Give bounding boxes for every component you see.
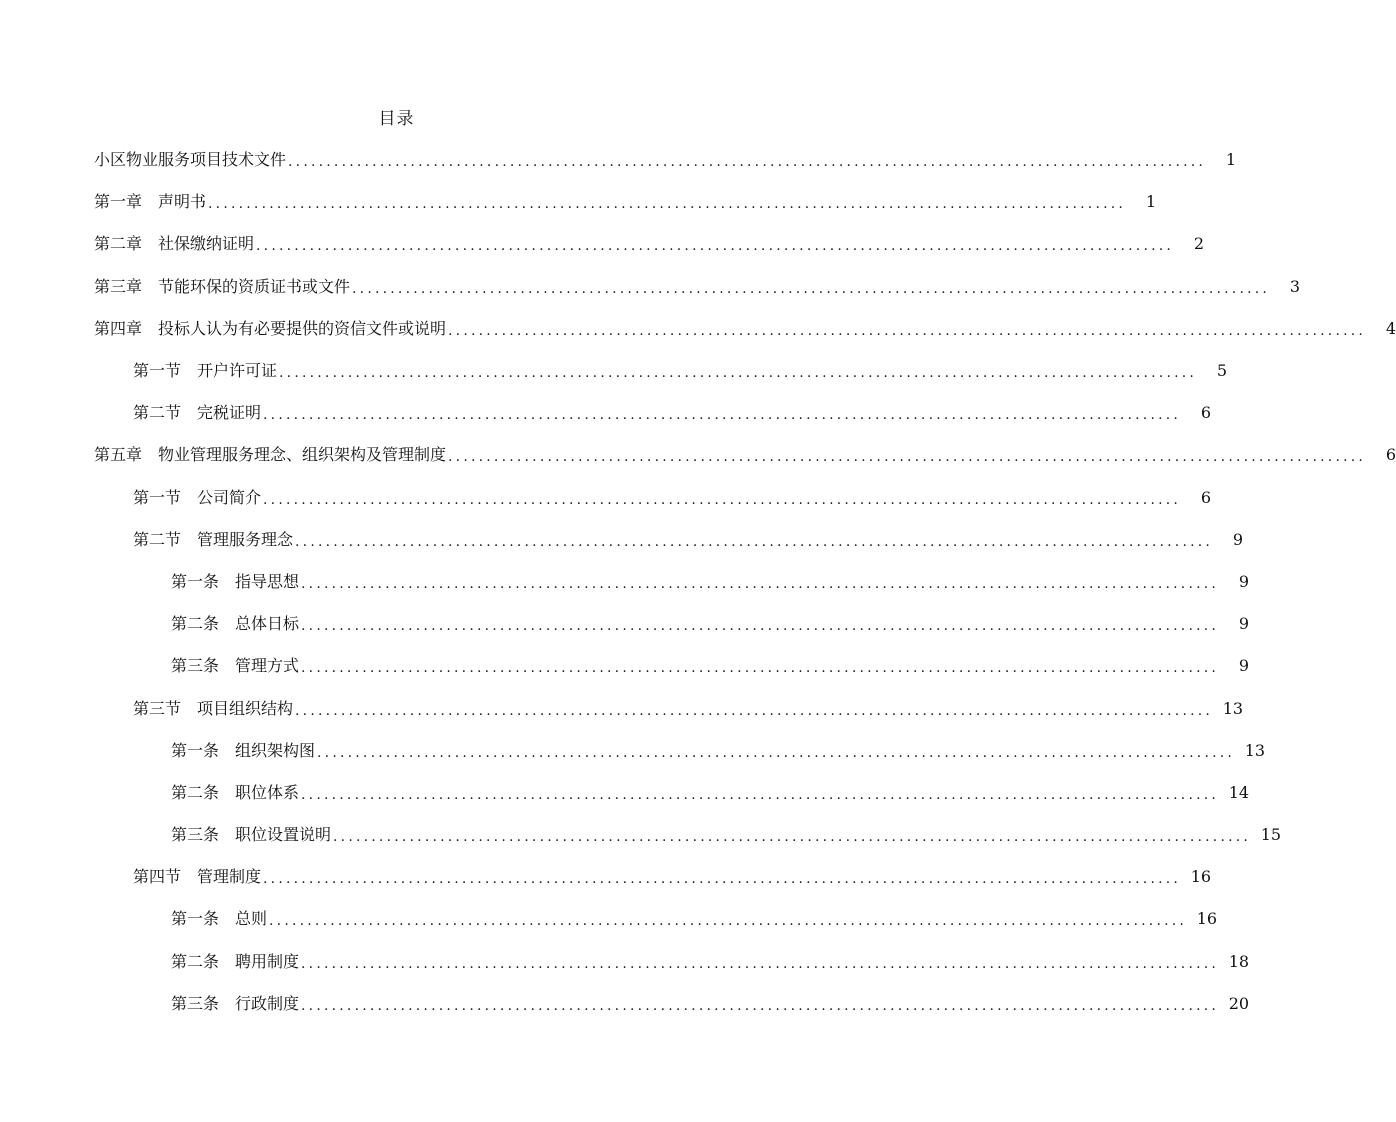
toc-dot-leader: ........................................................................................................................ [301, 997, 1220, 1014]
toc-dot-leader: ........................................................................................................................ [263, 871, 1182, 888]
toc-entry[interactable] [0, 561, 1250, 603]
toc-entry-label: 第二节 完税证明 [133, 403, 262, 423]
toc-entry-label: 第三条 管理方式 [171, 656, 300, 676]
toc-entry[interactable] [0, 772, 1250, 814]
toc-entry-page-number: 2 [1193, 234, 1205, 254]
toc-entry-page-number: 6 [1200, 403, 1212, 423]
toc-entry-label: 第一章 声明书 [94, 192, 207, 212]
toc-entry[interactable] [0, 308, 1396, 350]
toc-entry-page-number: 3 [1289, 276, 1301, 296]
toc-dot-leader: ........................................................................................................................ [317, 744, 1236, 761]
toc-entry-label: 第三章 节能环保的资质证书或文件 [94, 276, 351, 296]
toc-dot-leader: ........................................................................................................................ [333, 829, 1252, 846]
toc-entry-label: 第二条 聘用制度 [171, 951, 300, 971]
toc-entry[interactable] [0, 266, 1301, 308]
toc-entry[interactable] [0, 181, 1157, 223]
toc-entry-page-number: 18 [1228, 951, 1250, 971]
toc-dot-leader: ........................................................................................................................ [301, 955, 1220, 972]
toc-entry-page-number: 15 [1260, 825, 1282, 845]
toc-entry-label: 第二条 总体日标 [171, 614, 300, 634]
toc-entry-page-number: 9 [1238, 571, 1250, 591]
toc-entry-page-number: 1 [1145, 192, 1157, 212]
toc-entry-page-number: 14 [1228, 782, 1250, 802]
toc-entry[interactable] [0, 898, 1218, 940]
toc-dot-leader: ........................................................................................................................ [279, 365, 1198, 382]
toc-entry-label: 第一条 指导思想 [171, 571, 300, 591]
toc-entry[interactable] [0, 392, 1212, 434]
toc-entry-page-number: 5 [1216, 361, 1228, 381]
toc-entry[interactable] [0, 223, 1205, 265]
toc-dot-leader: ........................................................................................................................ [256, 238, 1175, 255]
toc-entry[interactable] [0, 730, 1266, 772]
toc-entry-label: 第三节 项目组织结构 [133, 698, 294, 718]
toc-entry-page-number: 16 [1190, 867, 1212, 887]
toc-entry-label: 第一节 公司简介 [133, 487, 262, 507]
toc-entry-label: 第四节 管理制度 [133, 867, 262, 887]
toc-entry[interactable] [0, 856, 1212, 898]
toc-dot-leader: ........................................................................................................................ [301, 575, 1220, 592]
toc-entry-label: 第一条 组织架构图 [171, 740, 316, 760]
toc-entry-page-number: 9 [1238, 614, 1250, 634]
toc-entry-page-number: 6 [1385, 445, 1396, 465]
toc-entry[interactable] [0, 477, 1212, 519]
toc-entry[interactable] [0, 645, 1250, 687]
toc-entry-page-number: 13 [1222, 698, 1244, 718]
toc-entry-page-number: 9 [1238, 656, 1250, 676]
toc-entry-label: 第二条 职位体系 [171, 782, 300, 802]
toc-entry-page-number: 6 [1200, 487, 1212, 507]
toc-entry-page-number: 1 [1225, 150, 1237, 170]
toc-entry-label: 第二章 社保缴纳证明 [94, 234, 255, 254]
toc-entry-label: 第一节 开户许可证 [133, 361, 278, 381]
toc-entry[interactable] [0, 603, 1250, 645]
toc-entry-label: 第三条 职位设置说明 [171, 825, 332, 845]
toc-dot-leader: ........................................................................................................................ [301, 786, 1220, 803]
toc-entry-page-number: 20 [1228, 993, 1250, 1013]
toc-entry-page-number: 9 [1232, 529, 1244, 549]
toc-entry[interactable] [0, 941, 1250, 983]
toc-entry-page-number: 4 [1385, 318, 1396, 338]
toc-entry[interactable] [0, 434, 1396, 476]
toc-dot-leader: ........................................................................................................................ [448, 322, 1367, 339]
toc-entry-label: 第一条 总则 [171, 909, 268, 929]
toc-entry[interactable] [0, 814, 1282, 856]
toc-dot-leader: ........................................................................................................................ [263, 491, 1182, 508]
toc-entry-page-number: 13 [1244, 740, 1266, 760]
toc-entry-label: 小区物业服务项目技术文件 [94, 150, 287, 170]
toc-dot-leader: ........................................................................................................................ [295, 702, 1214, 719]
toc-entry[interactable] [0, 687, 1244, 729]
toc-dot-leader: ........................................................................................................................ [263, 407, 1182, 424]
toc-entry-label: 第四章 投标人认为有必要提供的资信文件或说明 [94, 318, 447, 338]
toc-dot-leader: ........................................................................................................................ [288, 154, 1207, 171]
toc-dot-leader: ........................................................................................................................ [448, 449, 1367, 466]
toc-dot-leader: ........................................................................................................................ [352, 280, 1271, 297]
toc-entry-page-number: 16 [1196, 909, 1218, 929]
toc-dot-leader: ........................................................................................................................ [208, 196, 1127, 213]
toc-entry-label: 第三条 行政制度 [171, 993, 300, 1013]
toc-entry-label: 第五章 物业管理服务理念、组织架构及管理制度 [94, 445, 447, 465]
toc-dot-leader: ........................................................................................................................ [295, 533, 1214, 550]
toc-title: 目录 [378, 109, 415, 129]
toc-dot-leader: ........................................................................................................................ [301, 618, 1220, 635]
toc-list [0, 139, 1396, 1025]
toc-dot-leader: ........................................................................................................................ [301, 660, 1220, 677]
toc-dot-leader: ........................................................................................................................ [269, 913, 1188, 930]
toc-entry-label: 第二节 管理服务理念 [133, 529, 294, 549]
toc-entry[interactable] [0, 139, 1237, 181]
toc-entry[interactable] [0, 983, 1250, 1025]
toc-entry[interactable] [0, 350, 1228, 392]
toc-entry[interactable] [0, 519, 1244, 561]
